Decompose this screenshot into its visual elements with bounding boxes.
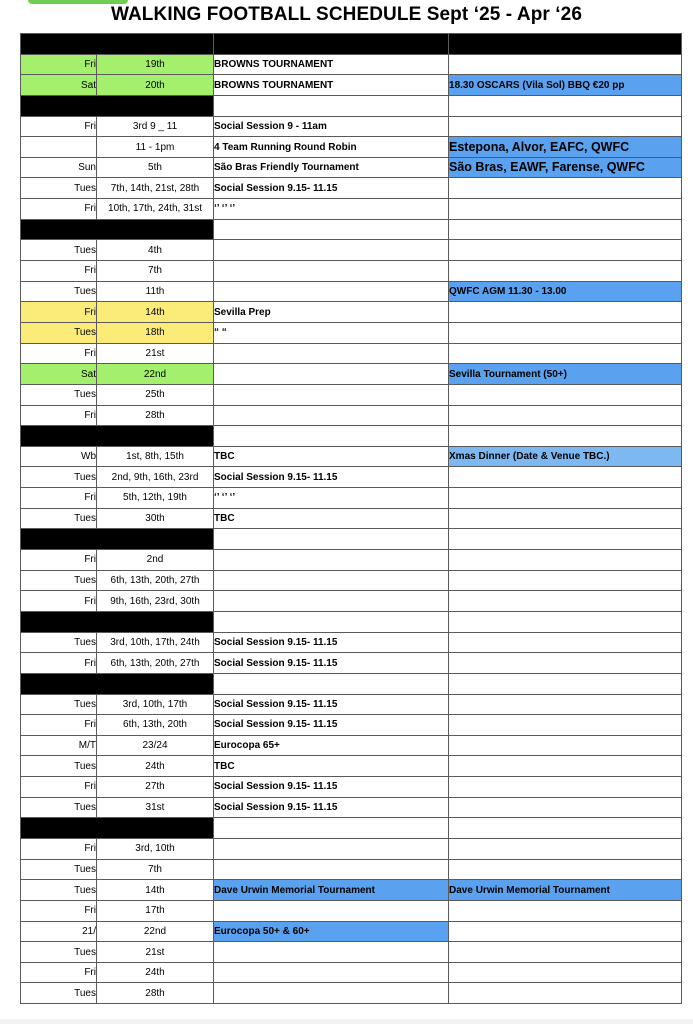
- schedule-row: [21, 281, 682, 302]
- note-cell: [449, 983, 682, 1004]
- session-cell: Social Session 9.15- 11.15: [214, 777, 449, 798]
- schedule-row: [21, 942, 682, 963]
- schedule-row: [21, 694, 682, 715]
- month-row: [21, 426, 682, 447]
- note-cell: [449, 302, 682, 323]
- schedule-row: [21, 240, 682, 261]
- day-cell: Tues: [21, 859, 97, 880]
- day-cell: Fri: [21, 343, 97, 364]
- month-row: [21, 219, 682, 240]
- schedule-row: [21, 446, 682, 467]
- day-cell: Tues: [21, 240, 97, 261]
- date-cell: 14th: [97, 302, 214, 323]
- date-cell: 21st: [97, 343, 214, 364]
- note-cell: Dave Urwin Memorial Tournament: [449, 880, 682, 901]
- day-cell: Fri: [21, 405, 97, 426]
- date-cell: 25th: [97, 384, 214, 405]
- schedule-row: [21, 157, 682, 178]
- month-label: Dec.: [21, 426, 214, 447]
- session-cell: [214, 942, 449, 963]
- note-cell: [449, 467, 682, 488]
- day-cell: Sun: [21, 157, 97, 178]
- day-cell: Tues: [21, 756, 97, 777]
- note-cell: [449, 550, 682, 571]
- note-cell: [449, 735, 682, 756]
- date-cell: 2nd, 9th, 16th, 23rd: [97, 467, 214, 488]
- note-cell: [449, 797, 682, 818]
- date-cell: 3rd, 10th: [97, 838, 214, 859]
- note-cell: [449, 756, 682, 777]
- note-cell: Sevilla Tournament (50+): [449, 364, 682, 385]
- date-cell: 6th, 13th, 20th, 27th: [97, 570, 214, 591]
- day-cell: Tues: [21, 570, 97, 591]
- session-cell: [214, 281, 449, 302]
- day-cell: Tues: [21, 281, 97, 302]
- day-cell: Tues: [21, 797, 97, 818]
- month-label: Oct.: [21, 95, 214, 116]
- note-cell: [449, 694, 682, 715]
- day-cell: Tues: [21, 983, 97, 1004]
- note-cell: [449, 673, 682, 694]
- note-cell: [449, 715, 682, 736]
- date-cell: 30th: [97, 508, 214, 529]
- day-cell: Fri: [21, 715, 97, 736]
- day-cell: Fri: [21, 550, 97, 571]
- session-cell: [214, 570, 449, 591]
- session-cell: TBC: [214, 508, 449, 529]
- month-label: Nov.: [21, 219, 214, 240]
- session-cell: [214, 900, 449, 921]
- schedule-body: [21, 54, 682, 1003]
- page-bottom-edge: [0, 1019, 693, 1024]
- day-cell: Fri: [21, 591, 97, 612]
- session-cell: Social Session 9.15- 11.15: [214, 467, 449, 488]
- note-cell: [449, 488, 682, 509]
- session-cell: Social Session 9.15- 11.15: [214, 694, 449, 715]
- note-cell: [449, 199, 682, 220]
- day-cell: Tues: [21, 880, 97, 901]
- schedule-row: [21, 343, 682, 364]
- session-cell: ‘’ ‘’ ‘’: [214, 488, 449, 509]
- session-cell: Social Session 9.15- 11.15: [214, 632, 449, 653]
- date-cell: 7th, 14th, 21st, 28th: [97, 178, 214, 199]
- session-cell: BROWNS TOURNAMENT: [214, 54, 449, 75]
- note-cell: [449, 426, 682, 447]
- note-cell: [449, 54, 682, 75]
- schedule-row: [21, 653, 682, 674]
- day-cell: Tues: [21, 508, 97, 529]
- schedule-row: [21, 116, 682, 137]
- session-cell: Social Session 9.15- 11.15: [214, 653, 449, 674]
- session-cell: 4 Team Running Round Robin: [214, 137, 449, 158]
- session-cell: [214, 426, 449, 447]
- date-cell: 24th: [97, 756, 214, 777]
- month-label: Feb.: [21, 611, 214, 632]
- day-cell: Sat: [21, 75, 97, 96]
- schedule-row: [21, 488, 682, 509]
- date-cell: 28th: [97, 405, 214, 426]
- session-cell: [214, 838, 449, 859]
- session-cell: Social Session 9 - 11am: [214, 116, 449, 137]
- session-cell: [214, 550, 449, 571]
- date-cell: 20th: [97, 75, 214, 96]
- date-cell: 2nd: [97, 550, 214, 571]
- note-cell: [449, 653, 682, 674]
- page-title: WALKING FOOTBALL SCHEDULE Sept ‘25 - Apr ‘26: [111, 4, 582, 25]
- date-cell: 4th: [97, 240, 214, 261]
- day-cell: Fri: [21, 261, 97, 282]
- session-cell: TBC: [214, 446, 449, 467]
- month-row: [21, 818, 682, 839]
- date-cell: 21st: [97, 942, 214, 963]
- date-cell: 11 - 1pm: [97, 137, 214, 158]
- date-cell: 7th: [97, 859, 214, 880]
- schedule-row: [21, 199, 682, 220]
- note-cell: [449, 921, 682, 942]
- day-cell: Fri: [21, 777, 97, 798]
- schedule-row: [21, 983, 682, 1004]
- note-cell: [449, 240, 682, 261]
- schedule-row: [21, 921, 682, 942]
- schedule-row: [21, 880, 682, 901]
- month-row: [21, 529, 682, 550]
- session-cell: Dave Urwin Memorial Tournament: [214, 880, 449, 901]
- note-cell: [449, 838, 682, 859]
- note-cell: 18.30 OSCARS (Vila Sol) BBQ €20 pp: [449, 75, 682, 96]
- session-cell: [214, 343, 449, 364]
- session-cell: Eurocopa 65+: [214, 735, 449, 756]
- schedule-row: [21, 261, 682, 282]
- day-cell: Fri: [21, 838, 97, 859]
- day-cell: Tues: [21, 322, 97, 343]
- note-cell: [449, 570, 682, 591]
- date-cell: 3rd, 10th, 17th: [97, 694, 214, 715]
- date-cell: 5th, 12th, 19th: [97, 488, 214, 509]
- day-cell: Sat: [21, 364, 97, 385]
- note-cell: [449, 343, 682, 364]
- session-cell: Social Session 9.15- 11.15: [214, 715, 449, 736]
- session-cell: Social Session 9.15- 11.15: [214, 797, 449, 818]
- note-cell: [449, 942, 682, 963]
- note-cell: [449, 529, 682, 550]
- month-row: [21, 673, 682, 694]
- schedule-row: [21, 508, 682, 529]
- date-cell: 5th: [97, 157, 214, 178]
- day-cell: Tues: [21, 467, 97, 488]
- note-cell: [449, 95, 682, 116]
- note-cell: [449, 591, 682, 612]
- session-cell: Eurocopa 50+ & 60+: [214, 921, 449, 942]
- day-cell: Wb: [21, 446, 97, 467]
- date-cell: 27th: [97, 777, 214, 798]
- session-cell: TBC: [214, 756, 449, 777]
- schedule-row: [21, 570, 682, 591]
- note-cell: [449, 611, 682, 632]
- date-cell: 23/24: [97, 735, 214, 756]
- schedule-row: [21, 178, 682, 199]
- note-cell: Estepona, Alvor, EAFC, QWFC: [449, 137, 682, 158]
- note-cell: [449, 219, 682, 240]
- day-cell: M/T: [21, 735, 97, 756]
- date-cell: 14th: [97, 880, 214, 901]
- session-cell: São Bras Friendly Tournament: [214, 157, 449, 178]
- month-label: Mar.: [21, 673, 214, 694]
- session-cell: [214, 405, 449, 426]
- session-cell: BROWNS TOURNAMENT: [214, 75, 449, 96]
- date-cell: 11th: [97, 281, 214, 302]
- schedule-row: [21, 859, 682, 880]
- session-cell: “ “: [214, 322, 449, 343]
- note-cell: [449, 900, 682, 921]
- note-cell: Xmas Dinner (Date & Venue TBC.): [449, 446, 682, 467]
- session-cell: [214, 261, 449, 282]
- schedule-row: [21, 756, 682, 777]
- date-cell: 7th: [97, 261, 214, 282]
- date-cell: 17th: [97, 900, 214, 921]
- note-cell: [449, 405, 682, 426]
- day-cell: Tues: [21, 942, 97, 963]
- schedule-row: [21, 54, 682, 75]
- schedule-row: [21, 735, 682, 756]
- session-cell: [214, 591, 449, 612]
- day-cell: Fri: [21, 900, 97, 921]
- note-cell: QWFC AGM 11.30 - 13.00: [449, 281, 682, 302]
- month-row: [21, 611, 682, 632]
- date-cell: 6th, 13th, 20th, 27th: [97, 653, 214, 674]
- date-cell: 19th: [97, 54, 214, 75]
- day-cell: Fri: [21, 488, 97, 509]
- schedule-row: [21, 632, 682, 653]
- schedule-row: [21, 797, 682, 818]
- schedule-row: [21, 715, 682, 736]
- day-cell: Fri: [21, 116, 97, 137]
- schedule-row: [21, 900, 682, 921]
- schedule-row: [21, 137, 682, 158]
- note-cell: São Bras, EAWF, Farense, QWFC: [449, 157, 682, 178]
- schedule-row: [21, 962, 682, 983]
- schedule-row: [21, 75, 682, 96]
- session-cell: [214, 962, 449, 983]
- session-cell: [214, 818, 449, 839]
- day-cell: Tues: [21, 694, 97, 715]
- date-cell: 18th: [97, 322, 214, 343]
- note-cell: [449, 962, 682, 983]
- date-cell: 28th: [97, 983, 214, 1004]
- date-cell: 6th, 13th, 20th: [97, 715, 214, 736]
- note-cell: [449, 116, 682, 137]
- day-cell: Tues: [21, 632, 97, 653]
- schedule-row: [21, 838, 682, 859]
- day-cell: Fri: [21, 962, 97, 983]
- session-cell: [214, 364, 449, 385]
- session-cell: [214, 673, 449, 694]
- header-events: EVENTS/NOTES: [449, 34, 682, 55]
- date-cell: 22nd: [97, 921, 214, 942]
- date-cell: 1st, 8th, 15th: [97, 446, 214, 467]
- note-cell: [449, 508, 682, 529]
- date-cell: 9th, 16th, 23rd, 30th: [97, 591, 214, 612]
- note-cell: [449, 859, 682, 880]
- note-cell: [449, 818, 682, 839]
- note-cell: [449, 261, 682, 282]
- session-cell: Sevilla Prep: [214, 302, 449, 323]
- day-cell: Tues: [21, 178, 97, 199]
- header-sessions: FOOTY SESSIONS & TOURNAMENTS: [214, 34, 449, 55]
- note-cell: [449, 322, 682, 343]
- day-cell: Fri: [21, 302, 97, 323]
- note-cell: [449, 777, 682, 798]
- note-cell: [449, 632, 682, 653]
- session-cell: [214, 611, 449, 632]
- schedule-row: [21, 322, 682, 343]
- month-label: Apr.: [21, 818, 214, 839]
- date-cell: 10th, 17th, 24th, 31st: [97, 199, 214, 220]
- day-cell: 21/: [21, 921, 97, 942]
- session-cell: Social Session 9.15- 11.15: [214, 178, 449, 199]
- session-cell: [214, 983, 449, 1004]
- schedule-row: [21, 302, 682, 323]
- schedule-row: [21, 405, 682, 426]
- schedule-row: [21, 591, 682, 612]
- session-cell: [214, 219, 449, 240]
- session-cell: [214, 95, 449, 116]
- date-cell: 22nd: [97, 364, 214, 385]
- schedule-row: [21, 364, 682, 385]
- schedule-row: [21, 777, 682, 798]
- day-cell: Fri: [21, 54, 97, 75]
- date-cell: 31st: [97, 797, 214, 818]
- schedule-table: [20, 33, 682, 1004]
- header-row: [21, 34, 682, 55]
- month-label: Jan. ‘26: [21, 529, 214, 550]
- note-cell: [449, 178, 682, 199]
- month-row: [21, 95, 682, 116]
- session-cell: [214, 384, 449, 405]
- note-cell: [449, 384, 682, 405]
- day-cell: Tues: [21, 384, 97, 405]
- header-month: Sept.: [21, 34, 214, 55]
- schedule-row: [21, 384, 682, 405]
- day-cell: Fri: [21, 653, 97, 674]
- session-cell: [214, 240, 449, 261]
- session-cell: ‘’ ‘’ ‘’: [214, 199, 449, 220]
- date-cell: 24th: [97, 962, 214, 983]
- date-cell: 3rd 9 _ 11: [97, 116, 214, 137]
- session-cell: [214, 859, 449, 880]
- schedule-row: [21, 550, 682, 571]
- date-cell: 3rd, 10th, 17th, 24th: [97, 632, 214, 653]
- day-cell: [21, 137, 97, 158]
- session-cell: [214, 529, 449, 550]
- schedule-row: [21, 467, 682, 488]
- day-cell: Fri: [21, 199, 97, 220]
